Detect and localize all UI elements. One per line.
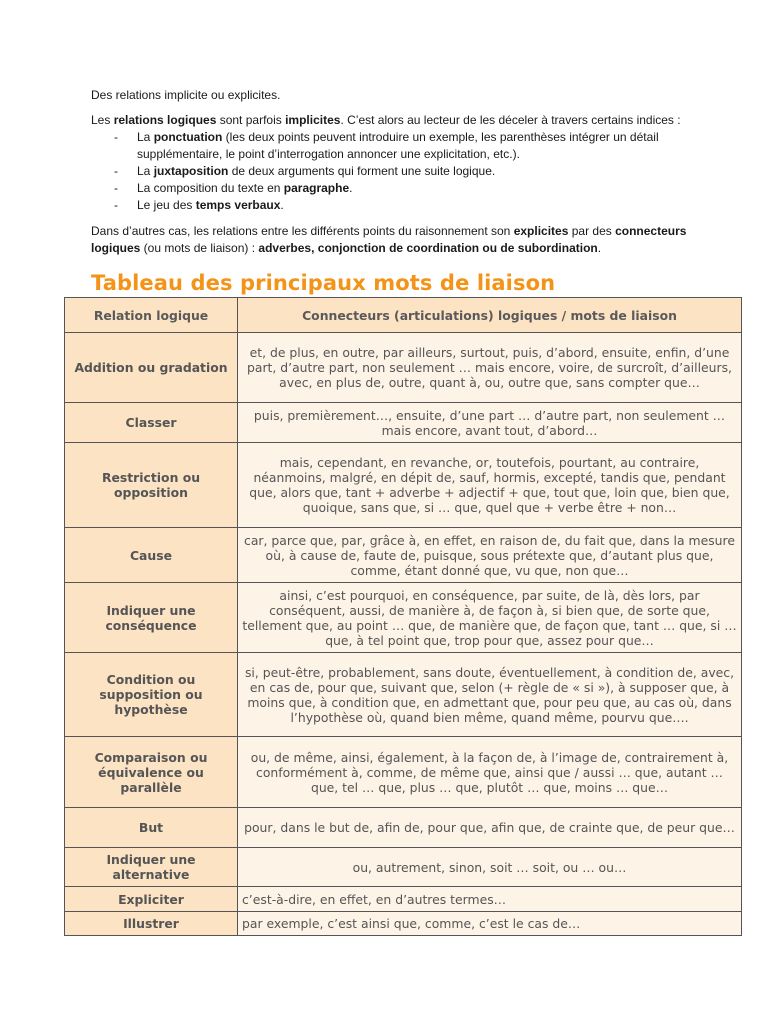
connectors-cell: ou, autrement, sinon, soit … soit, ou … ou… xyxy=(238,848,742,887)
list-item: - Le jeu des temps verbaux. xyxy=(91,197,731,214)
connectors-paragraph: Dans d’autres cas, les relations entre les différents points du raisonnement son explicites par des connecteurs logiques (ou mots de liaison) : adverbes, conjonction de coordination ou de subordination. xyxy=(91,224,687,255)
connectors-cell: puis, premièrement…, ensuite, d’une part … d’autre part, non seulement … mais encore, avant tout, d’abord… xyxy=(238,403,742,443)
table-row xyxy=(65,443,742,528)
relation-cell: Indiquer une alternative xyxy=(65,848,238,887)
relation-cell: Comparaison ou équivalence ou parallèle xyxy=(65,737,238,808)
relation-cell: Restriction ou opposition xyxy=(65,443,238,528)
connectors-cell: si, peut-être, probablement, sans doute, éventuellement, à condition de, avec, en cas de, pour que, suivant que, selon (+ règle de « si »), à supposer que, à moins que, à condition que, en admettant que, pour peu que, au cas où, dans l’hypothèse où, quand bien même, quand même, pourvu que…. xyxy=(238,653,742,737)
table-row xyxy=(65,887,742,912)
relation-cell: Condition ou supposition ou hypothèse xyxy=(65,653,238,737)
list-item: - La juxtaposition de deux arguments qui forment une suite logique. xyxy=(91,163,731,180)
connectors-cell: ou, de même, ainsi, également, à la façon de, à l’image de, contrairement à, conformément à, comme, de même que, ainsi que / aussi … que, autant … que, tel … que, plus … que, plutôt … que, moins … que… xyxy=(238,737,742,808)
connectors-table xyxy=(64,297,742,936)
table-title: Tableau des principaux mots de liaison xyxy=(91,271,556,295)
relation-cell: Cause xyxy=(65,528,238,583)
table-row xyxy=(65,848,742,887)
header-relation: Relation logique xyxy=(65,298,238,333)
intro-paragraph: Les relations logiques sont parfois implicites. C’est alors au lecteur de les déceler à travers certains indices : xyxy=(91,113,681,127)
table-row xyxy=(65,653,742,737)
indices-list xyxy=(91,129,731,214)
connectors-cell: car, parce que, par, grâce à, en effet, en raison de, du fait que, dans la mesure où, à cause de, faute de, puisque, sous prétexte que, d’autant plus que, comme, étant donné que, vu que, non que… xyxy=(238,528,742,583)
connectors-cell: ainsi, c’est pourquoi, en conséquence, par suite, de là, dès lors, par conséquent, aussi, de manière à, de façon à, si bien que, de sorte que, tellement que, au point … que, de manière que, de façon que, tant … que, si … que, à tel point que, trop pour que, assez pour que… xyxy=(238,583,742,653)
table-row xyxy=(65,583,742,653)
relation-cell: Indiquer une conséquence xyxy=(65,583,238,653)
intro-text xyxy=(91,87,731,257)
relation-cell: Illustrer xyxy=(65,912,238,936)
relation-cell: Addition ou gradation xyxy=(65,333,238,403)
relation-cell: But xyxy=(65,808,238,848)
table-row xyxy=(65,808,742,848)
table-row xyxy=(65,403,742,443)
connectors-cell: c’est-à-dire, en effet, en d’autres termes… xyxy=(238,887,742,912)
list-item: - La ponctuation (les deux points peuvent introduire un exemple, les parenthèses intégrer un détail supplémentaire, le point d’interrogation annoncer une explicitation, etc.). xyxy=(91,129,731,163)
connectors-cell: pour, dans le but de, afin de, pour que, afin que, de crainte que, de peur que… xyxy=(238,808,742,848)
intro-heading: Des relations implicite ou explicites. xyxy=(91,88,281,102)
list-item: - La composition du texte en paragraphe. xyxy=(91,180,731,197)
table-header-row xyxy=(65,298,742,333)
connectors-cell: mais, cependant, en revanche, or, toutefois, pourtant, au contraire, néanmoins, malgré, en dépit de, sauf, hormis, excepté, tandis que, pendant que, alors que, tant + adverbe + adjectif + que, tout que, loin que, bien que, quoique, sans que, si … que, quel que + verbe être + non… xyxy=(238,443,742,528)
relation-cell: Classer xyxy=(65,403,238,443)
connectors-cell: par exemple, c’est ainsi que, comme, c’est le cas de… xyxy=(238,912,742,936)
connectors-cell: et, de plus, en outre, par ailleurs, surtout, puis, d’abord, ensuite, enfin, d’une part, d’autre part, non seulement … mais encore, voire, de surcroît, d’ailleurs, avec, en plus de, outre, quant à, ou, outre que, sans compter que… xyxy=(238,333,742,403)
table-row xyxy=(65,912,742,936)
table-row xyxy=(65,737,742,808)
table-row xyxy=(65,333,742,403)
table-row xyxy=(65,528,742,583)
header-connectors: Connecteurs (articulations) logiques / mots de liaison xyxy=(238,298,742,333)
relation-cell: Expliciter xyxy=(65,887,238,912)
